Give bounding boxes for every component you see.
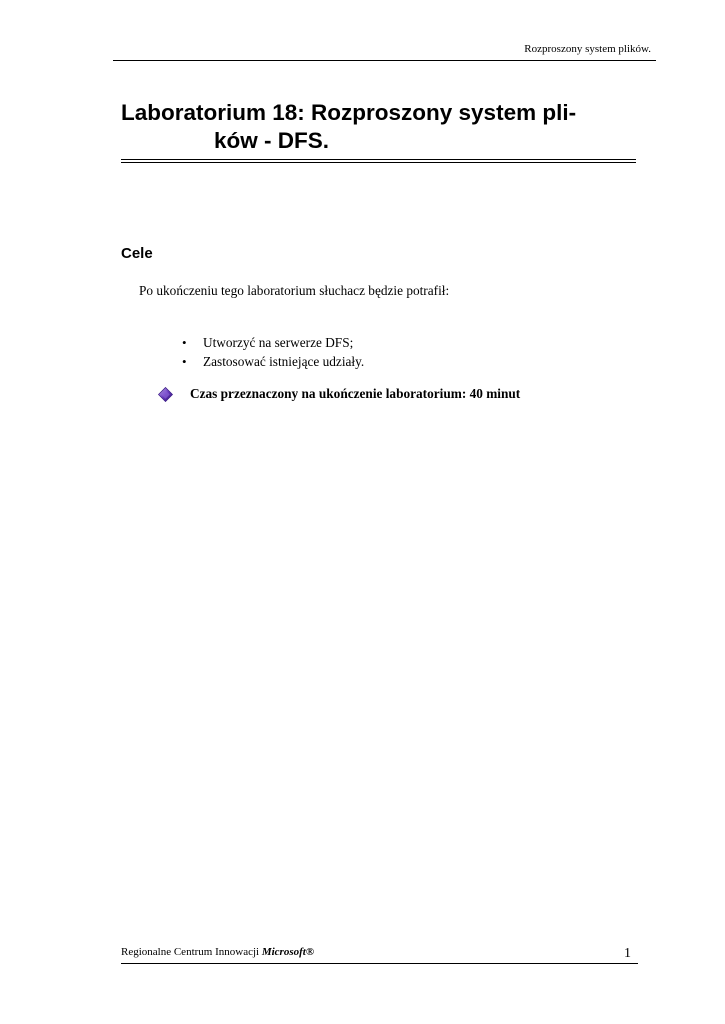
- running-header: Rozproszony system plików.: [524, 43, 651, 55]
- footer-org: [121, 946, 314, 958]
- time-note: [158, 386, 520, 402]
- bullet-icon: •: [182, 354, 187, 369]
- list-item: [182, 333, 364, 352]
- intro-paragraph: Po ukończeniu tego laboratorium słuchacz będzie potrafił:: [139, 283, 450, 298]
- page-number: 1: [624, 946, 631, 961]
- title-double-rule: [121, 159, 636, 163]
- section-heading: Cele: [121, 245, 153, 262]
- list-item-text: Zastosować istniejące udziały.: [203, 354, 365, 369]
- list-item: [182, 352, 364, 371]
- footer-rule: [121, 963, 638, 964]
- bullet-icon: •: [182, 335, 187, 350]
- objectives-list: [182, 333, 364, 371]
- diamond-icon: [158, 387, 173, 402]
- document-title: [121, 99, 641, 155]
- footer-org-name: Regionalne Centrum Innowacji: [121, 946, 262, 958]
- title-line-1: Laboratorium 18: Rozproszony system pli-: [121, 100, 577, 125]
- title-line-2: ków - DFS.: [214, 128, 330, 153]
- header-rule: [113, 60, 656, 61]
- footer-brand: Microsoft®: [261, 946, 315, 958]
- list-item-text: Utworzyć na serwerze DFS;: [203, 335, 354, 350]
- time-note-text: Czas przeznaczony na ukończenie laboratorium: 40 minut: [190, 386, 521, 401]
